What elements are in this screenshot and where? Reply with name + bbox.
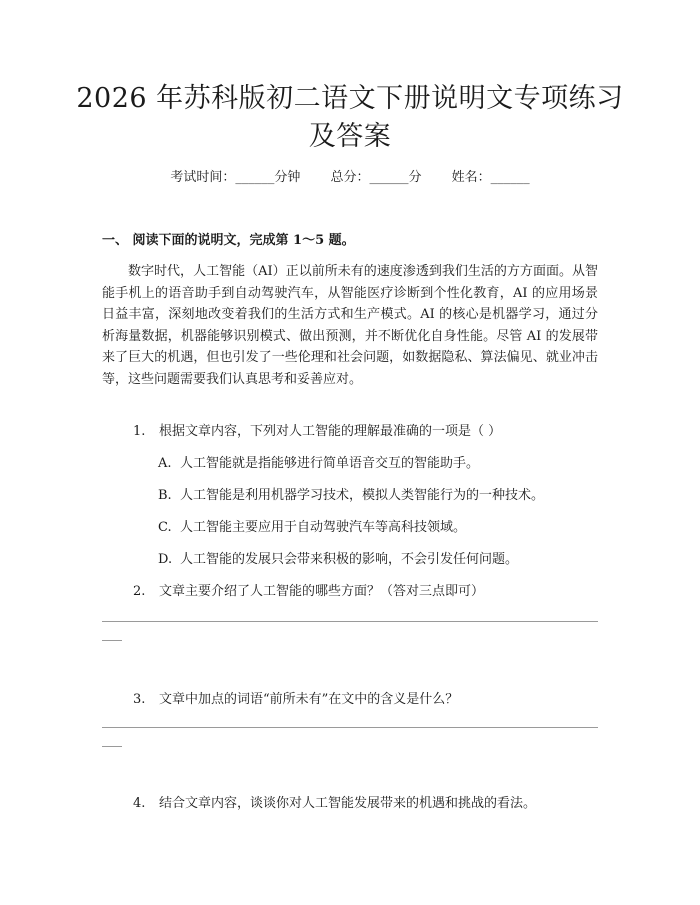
answer-line-tail [102,746,122,747]
option-a [158,454,479,474]
option-letter: C. [158,520,172,535]
option-text: 人工智能就是指能够进行简单语音交互的智能助手。 [180,456,480,471]
reading-passage: 数字时代，人工智能（AI）正以前所未有的速度渗透到我们生活的方方面面。从智能手机上的语音助手到自动驾驶汽车，从智能医疗诊断到个性化教育，AI 的应用场景日益丰富，深刻地改变着我们的生活方式和生产模式。AI 的核心是机器学习，通过分析海量数据，机器能够识别模式、做出预测，并不断优化自身性能。尽管 AI 的发展带来了巨大的机遇，但也引发了一些伦理和社会问题，如数据隐私、算法偏见、就业冲击等，这些问题需要我们认真思考和妥善应对。 [102,264,598,387]
question-text: 结合文章内容，谈谈你对人工智能发展带来的机遇和挑战的看法。 [159,796,537,811]
question-2 [133,582,484,602]
answer-line [102,621,598,622]
option-text: 人工智能主要应用于自动驾驶汽车等高科技领域。 [180,520,467,535]
section-heading: 一、 阅读下面的说明文，完成第 1～5 题。 [102,233,355,248]
option-c [158,518,466,538]
total-score-field: 总分：______分 [330,170,422,185]
name-field: 姓名：______ [451,170,530,185]
option-text: 人工智能是利用机器学习技术，模拟人类智能行为的一种技术。 [180,488,545,503]
question-number: 1. [133,424,146,439]
option-b [158,486,544,506]
option-d [158,550,518,570]
question-1 [133,422,501,442]
answer-line [102,727,598,728]
answer-line-tail [102,640,122,641]
title-line-2: 及答案 [308,121,392,152]
question-4 [133,794,536,814]
question-number: 3. [133,692,146,707]
question-text: 文章主要介绍了人工智能的哪些方面？（答对三点即可） [159,584,485,599]
option-letter: B. [158,488,172,503]
question-number: 2. [133,584,146,599]
title-line-1: 2026 年苏科版初二语文下册说明文专项练习 [76,83,624,114]
document-title [60,80,640,156]
exam-info-row [0,168,700,188]
exam-time-field: 考试时间：______分钟 [170,170,301,185]
option-text: 人工智能的发展只会带来积极的影响，不会引发任何问题。 [180,552,519,567]
option-letter: D. [158,552,173,567]
option-letter: A. [158,456,172,471]
question-text: 文章中加点的词语“前所未有”在文中的含义是什么？ [159,692,459,707]
question-text: 根据文章内容，下列对人工智能的理解最准确的一项是（ ） [159,424,502,439]
question-number: 4. [133,796,146,811]
question-3 [133,690,458,710]
